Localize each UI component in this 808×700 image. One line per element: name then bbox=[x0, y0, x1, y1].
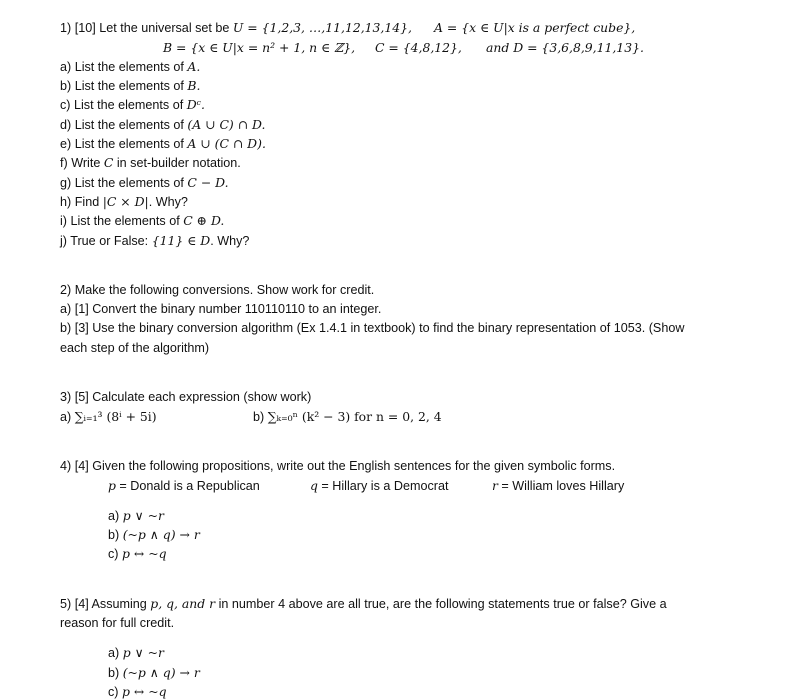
q5-form-a: a) p ∨ ~r bbox=[108, 645, 164, 660]
q2-part-a: a) [1] Convert the binary number 110110110 to an integer. bbox=[60, 302, 382, 316]
q2-part-b-line2: each step of the algorithm) bbox=[60, 341, 210, 355]
q2-part-b-line1: b) [3] Use the binary conversion algorithm (Ex 1.4.1 in textbook) to find the binary representation of 1053. (Show bbox=[60, 321, 685, 335]
q4-prop-q: q = Hillary is a Democrat bbox=[310, 478, 449, 493]
q1-universal-set: U = {1,2,3, …,11,12,13,14}, bbox=[232, 20, 412, 35]
q3-part-b: b) ∑ₖ₌₀ⁿ (k² − 3) for n = 0, 2, 4 bbox=[253, 409, 442, 424]
q5-line1: 5) [4] Assuming p, q, and r in number 4 above are all true, are the following statements true or false? Give a bbox=[60, 596, 667, 611]
q4-form-b: b) (~p ∧ q) → r bbox=[108, 527, 200, 542]
q1-lead-text: 1) [10] Let the universal set be bbox=[60, 21, 233, 35]
q4-form-c: c) p ↔ ~q bbox=[108, 546, 167, 561]
q4-prop-r: r = William loves Hillary bbox=[492, 478, 625, 493]
q1-part-b: b) List the elements of B. bbox=[60, 78, 201, 93]
q1-intro-line bbox=[60, 20, 412, 36]
q1-set-C: C = {4,8,12}, bbox=[375, 40, 462, 55]
q1-set-D: and D = {3,6,8,9,11,13}. bbox=[486, 40, 644, 55]
q4-form-a: a) p ∨ ~r bbox=[108, 508, 164, 523]
q2-heading: 2) Make the following conversions. Show work for credit. bbox=[60, 283, 375, 297]
q1-part-f: f) Write C in set-builder notation. bbox=[60, 155, 241, 170]
q1-part-j: j) True or False: {11} ∈ D. Why? bbox=[60, 233, 250, 248]
q1-part-h: h) Find |C × D|. Why? bbox=[60, 194, 188, 209]
q4-prop-p: p = Donald is a Republican bbox=[108, 478, 260, 493]
q5-form-b: b) (~p ∧ q) → r bbox=[108, 665, 200, 680]
q1-part-a: a) List the elements of A. bbox=[60, 59, 201, 74]
q1-part-d: d) List the elements of (A ∪ C) ∩ D. bbox=[60, 117, 266, 132]
q1-part-c: c) List the elements of Dᶜ. bbox=[60, 97, 205, 112]
q3-heading: 3) [5] Calculate each expression (show work) bbox=[60, 390, 312, 404]
q4-heading: 4) [4] Given the following propositions, write out the English sentences for the given symbolic forms. bbox=[60, 459, 616, 473]
q1-set-B: B = {x ∈ U|x = n² + 1, n ∈ ℤ}, bbox=[163, 40, 356, 55]
q1-set-A: A = {x ∈ U|x is a perfect cube}, bbox=[434, 20, 636, 35]
q1-part-g: g) List the elements of C − D. bbox=[60, 175, 229, 190]
q5-form-c: c) p ↔ ~q bbox=[108, 684, 167, 699]
q3-part-a: a) ∑ᵢ₌₁³ (8ⁱ + 5i) bbox=[60, 409, 157, 424]
q1-part-i: i) List the elements of C ⊕ D. bbox=[60, 213, 225, 228]
q1-part-e: e) List the elements of A ∪ (C ∩ D). bbox=[60, 136, 266, 151]
q5-line2: reason for full credit. bbox=[60, 616, 175, 630]
